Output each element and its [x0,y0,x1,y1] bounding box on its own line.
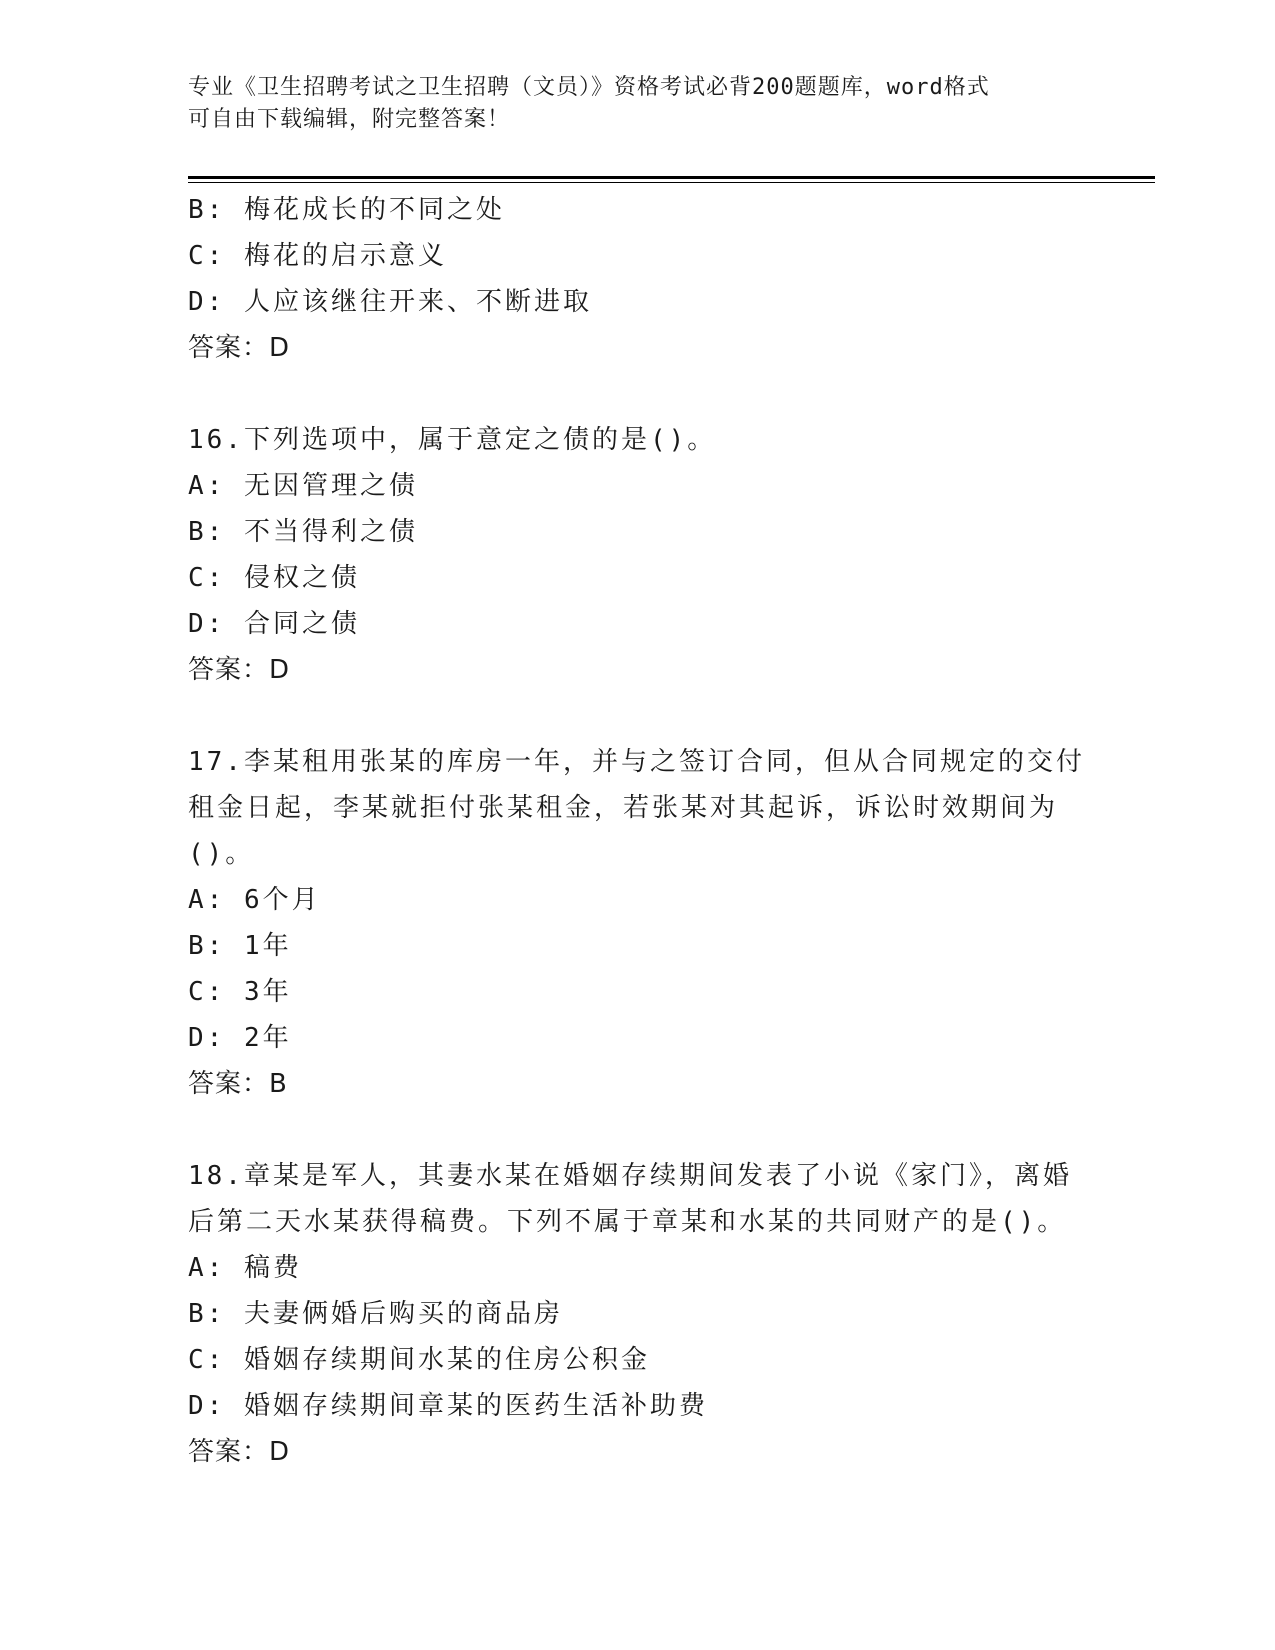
option-b: B: 1年 [188,931,292,961]
document-body [188,187,1088,1475]
option-a: A: 6个月 [188,885,321,915]
option-d: D: 人应该继往开来、不断进取 [188,287,592,317]
question-16 [188,417,1088,693]
option-b: B: 夫妻俩婚后购买的商品房 [188,1299,563,1329]
question-text-line: 16.下列选项中，属于意定之债的是()。 [188,425,717,455]
header-rule-thin [188,182,1155,183]
header-rule-thick [188,176,1155,179]
question-text-line: 17.李某租用张某的库房一年，并与之签订合同，但从合同规定的交付 [188,747,1085,777]
document-header [188,72,1088,136]
answer-line: 答案：B [188,1069,288,1099]
question-text [188,739,1088,877]
option-a: A: 稿费 [188,1253,302,1283]
question-text [188,417,1088,463]
option-c: C: 3年 [188,977,292,1007]
option-b: B: 梅花成长的不同之处 [188,195,505,225]
header-line-2: 可自由下载编辑，附完整答案！ [188,107,511,132]
option-d: D: 2年 [188,1023,292,1053]
question-text-line: 18.章某是军人，其妻水某在婚姻存续期间发表了小说《家门》，离婚 [188,1161,1072,1191]
answer-line: 答案：D [188,655,291,685]
question-17 [188,739,1088,1107]
header-line-1: 专业《卫生招聘考试之卫生招聘（文员）》资格考试必背200题题库，word格式 [188,75,990,100]
option-d: D: 合同之债 [188,609,360,639]
answer-line: 答案：D [188,1437,291,1467]
option-c: C: 侵权之债 [188,563,360,593]
option-d: D: 婚姻存续期间章某的医药生活补助费 [188,1391,708,1421]
answer-line: 答案：D [188,333,291,363]
question-text-line: 租金日起，李某就拒付张某租金，若张某对其起诉，诉讼时效期间为 [188,793,1059,823]
option-a: A: 无因管理之债 [188,471,418,501]
question-18 [188,1153,1088,1475]
option-c: C: 婚姻存续期间水某的住房公积金 [188,1345,650,1375]
question-text-line: 后第二天水某获得稿费。下列不属于章某和水某的共同财产的是()。 [188,1207,1067,1237]
option-b: B: 不当得利之债 [188,517,418,547]
question-text [188,1153,1088,1245]
option-c: C: 梅花的启示意义 [188,241,447,271]
question-text-line: ()。 [188,839,255,869]
question-15-continuation [188,187,1088,371]
